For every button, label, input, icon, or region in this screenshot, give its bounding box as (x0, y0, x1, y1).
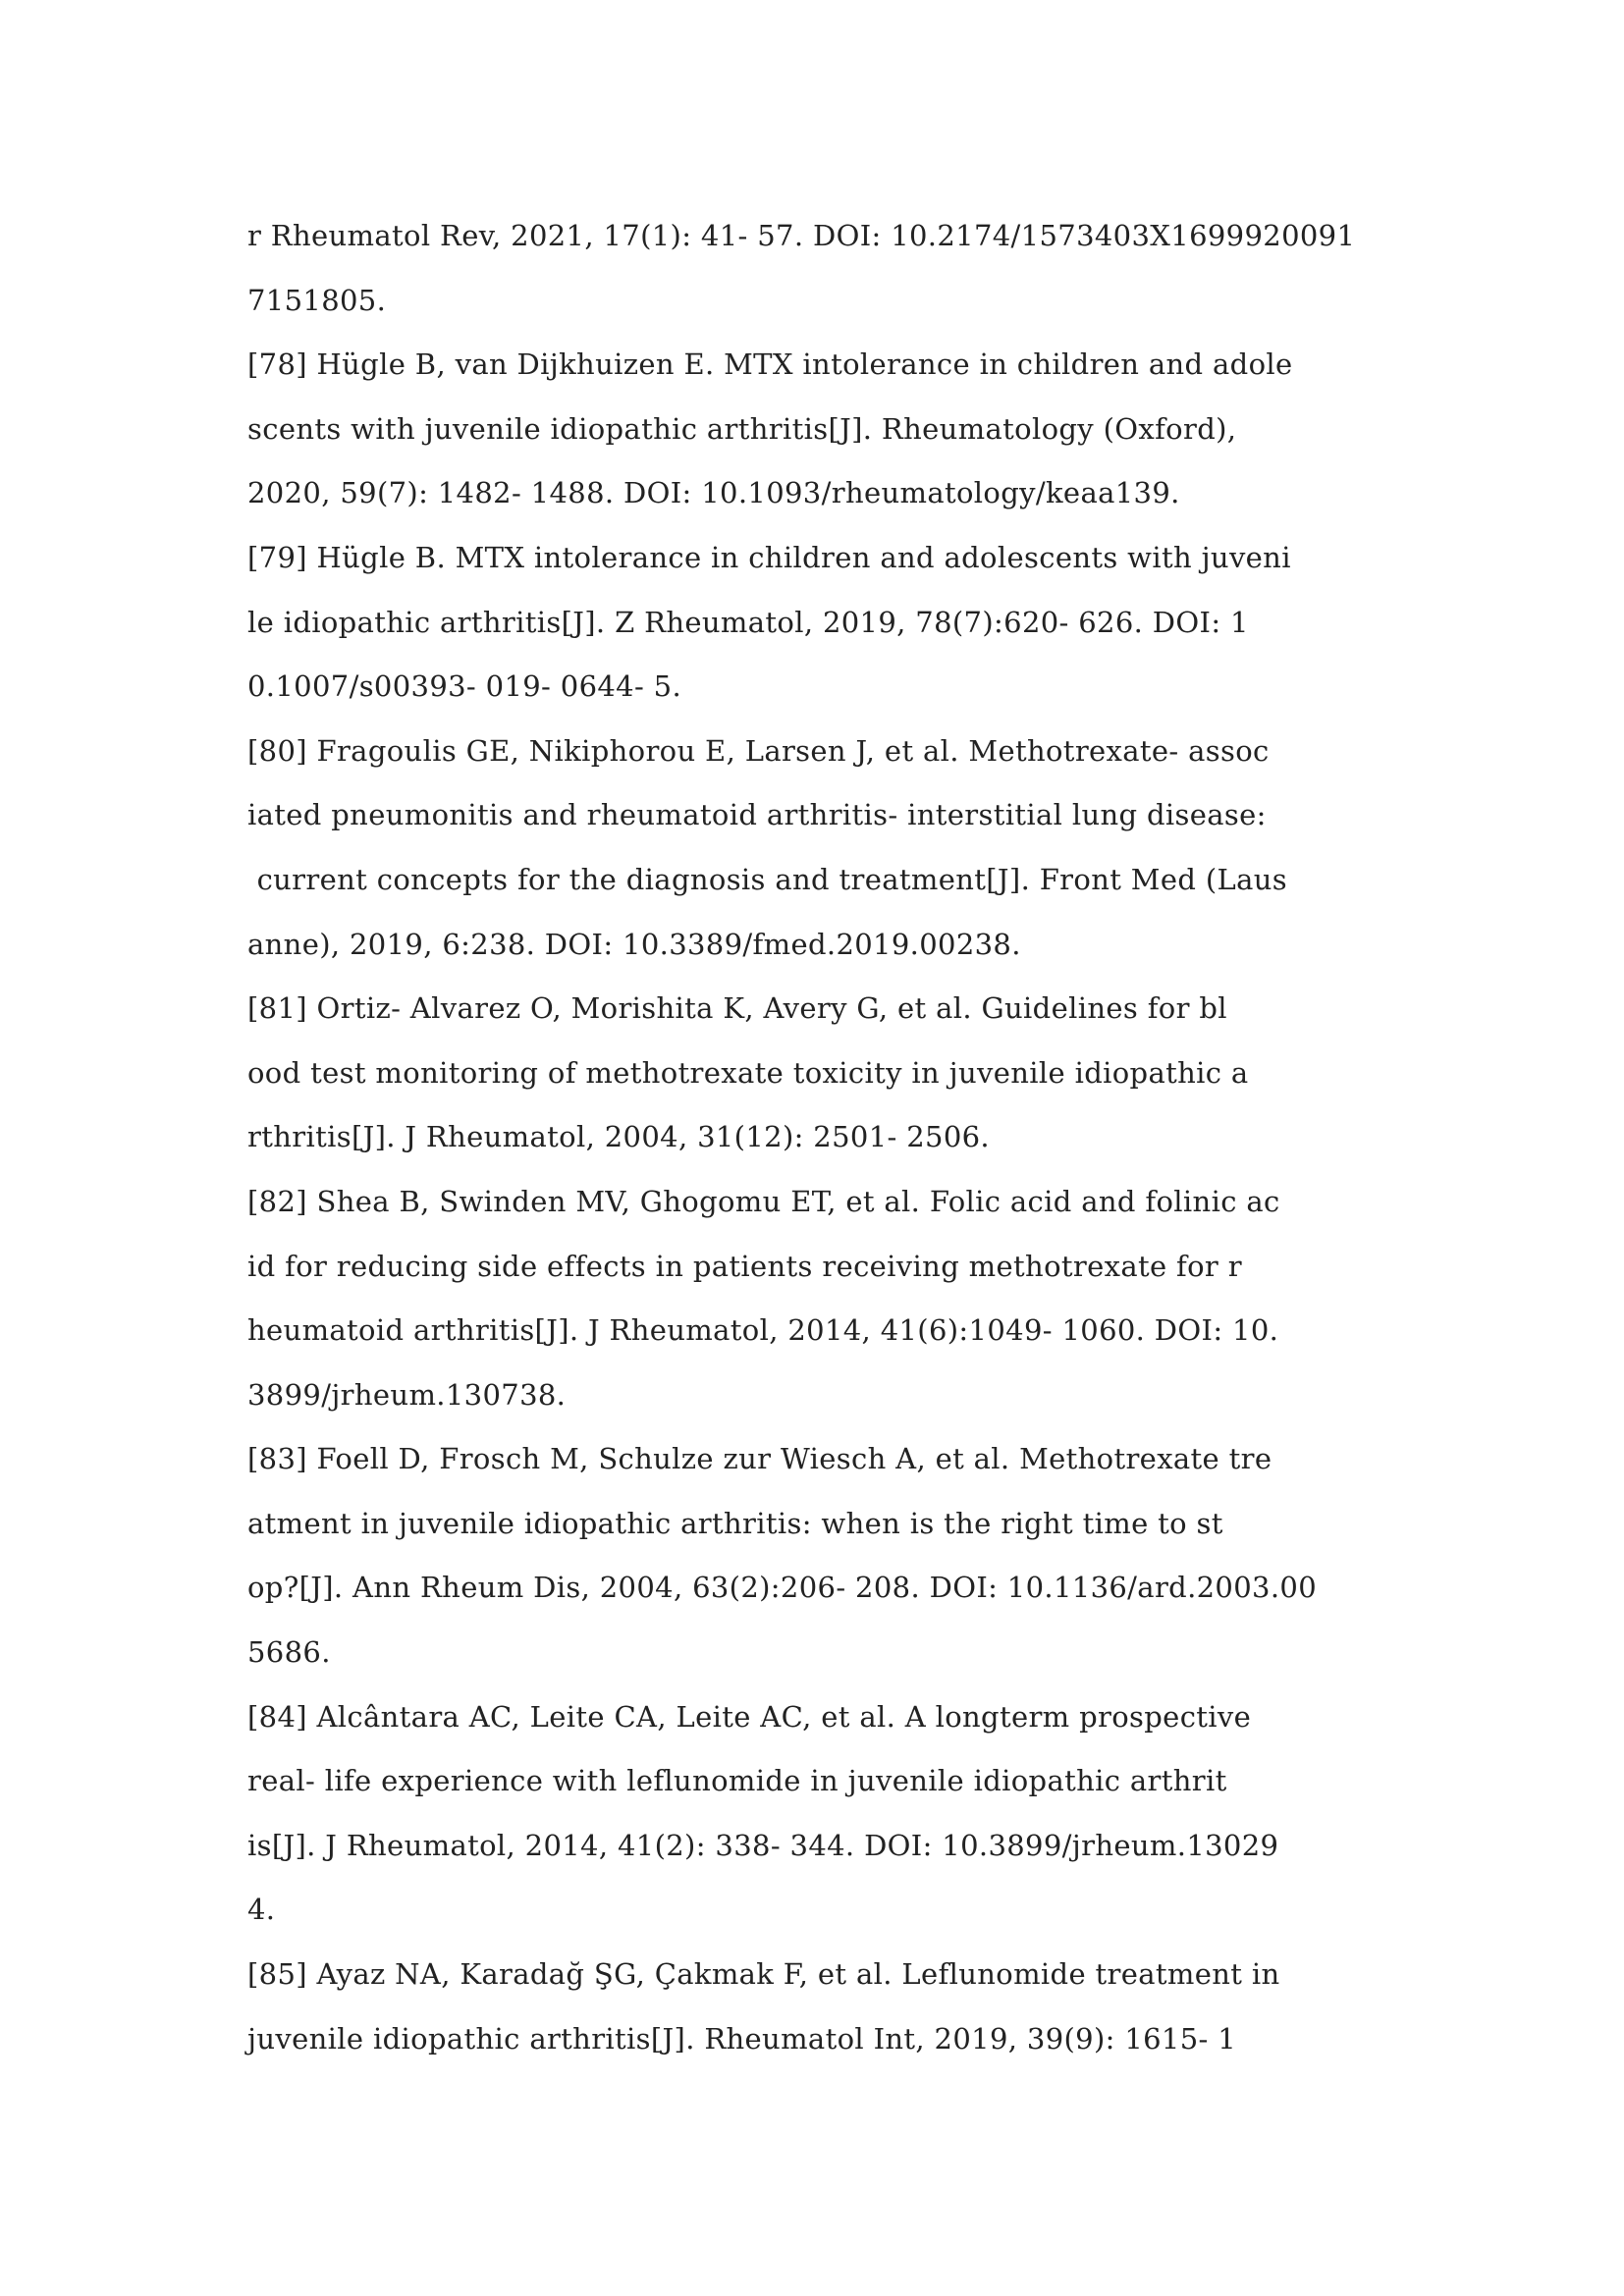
reference-line: [78] Hügle B, van Dijkhuizen E. MTX intolerance in children and adole (247, 347, 1293, 382)
reference-line: 4. (247, 1893, 276, 1927)
reference-line: anne), 2019, 6:238. DOI: 10.3389/fmed.2019.00238. (247, 927, 1021, 961)
reference-list (247, 204, 1396, 2071)
reference-line: r Rheumatol Rev, 2021, 17(1): 41- 57. DOI: 10.2174/1573403X1699920091 (247, 219, 1356, 252)
reference-line: [84] Alcântara AC, Leite CA, Leite AC, et al. A longterm prospective (247, 1699, 1252, 1734)
reference-line: id for reducing side effects in patients receiving methotrexate for r (247, 1249, 1242, 1283)
reference-line: [83] Foell D, Frosch M, Schulze zur Wiesch A, et al. Methotrexate tre (247, 1442, 1272, 1476)
reference-line: 3899/jrheum.130738. (247, 1377, 567, 1412)
reference-line: atment in juvenile idiopathic arthritis: when is the right time to st (247, 1506, 1223, 1540)
reference-line: 7151805. (247, 283, 387, 317)
reference-line: heumatoid arthritis[J]. J Rheumatol, 2014, 41(6):1049- 1060. DOI: 10. (247, 1313, 1279, 1348)
reference-line: juvenile idiopathic arthritis[J]. Rheumatol Int, 2019, 39(9): 1615- 1 (247, 2021, 1237, 2056)
reference-line: [79] Hügle B. MTX intolerance in children and adolescents with juveni (247, 540, 1291, 574)
reference-line: rthritis[J]. J Rheumatol, 2004, 31(12): 2501- 2506. (247, 1120, 990, 1154)
reference-line: ood test monitoring of methotrexate toxicity in juvenile idiopathic a (247, 1055, 1249, 1090)
reference-line: 0.1007/s00393- 019- 0644- 5. (247, 669, 682, 704)
reference-line: le idiopathic arthritis[J]. Z Rheumatol, 2019, 78(7):620- 626. DOI: 1 (247, 605, 1249, 639)
reference-line: 2020, 59(7): 1482- 1488. DOI: 10.1093/rheumatology/keaa139. (247, 476, 1180, 510)
reference-line: scents with juvenile idiopathic arthritis[J]. Rheumatology (Oxford), (247, 411, 1237, 446)
reference-line: [85] Ayaz NA, Karadağ ŞG, Çakmak F, et al. Leflunomide treatment in (247, 1957, 1280, 1992)
reference-line: current concepts for the diagnosis and treatment[J]. Front Med (Laus (247, 862, 1288, 896)
reference-line: is[J]. J Rheumatol, 2014, 41(2): 338- 344. DOI: 10.3899/jrheum.13029 (247, 1828, 1279, 1862)
reference-line: [82] Shea B, Swinden MV, Ghogomu ET, et al. Folic acid and folinic ac (247, 1184, 1280, 1218)
reference-line: 5686. (247, 1635, 331, 1670)
reference-line: op?[J]. Ann Rheum Dis, 2004, 63(2):206- 208. DOI: 10.1136/ard.2003.00 (247, 1571, 1318, 1605)
reference-line: real- life experience with leflunomide in juvenile idiopathic arthrit (247, 1764, 1227, 1798)
reference-line: iated pneumonitis and rheumatoid arthritis- interstitial lung disease: (247, 798, 1267, 832)
reference-line: [80] Fragoulis GE, Nikiphorou E, Larsen J, et al. Methotrexate- assoc (247, 733, 1270, 768)
reference-line: [81] Ortiz- Alvarez O, Morishita K, Avery G, et al. Guidelines for bl (247, 991, 1227, 1026)
